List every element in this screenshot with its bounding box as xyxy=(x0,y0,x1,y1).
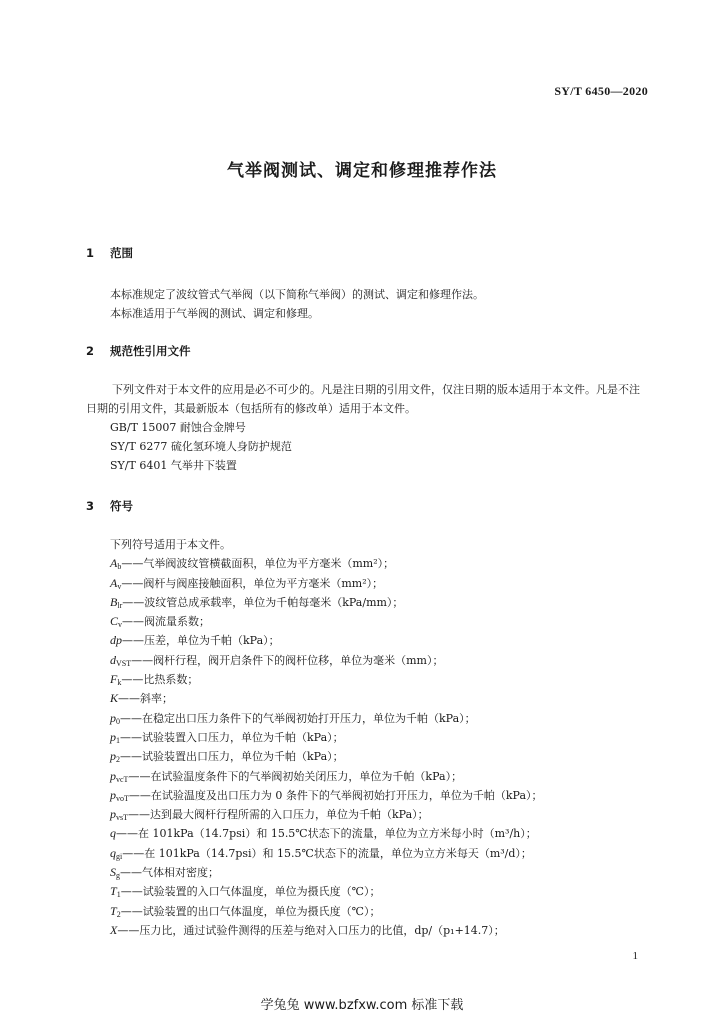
symbol-description: ——斜率； xyxy=(118,692,174,706)
symbol: q xyxy=(110,826,116,841)
symbol-subscript: vsT xyxy=(116,813,128,823)
symbol-subscript: 0 xyxy=(116,716,120,726)
symbol: q xyxy=(110,845,116,860)
symbol-description: ——在稳定出口压力条件下的气举阀初始打开压力，单位为千帕（kPa）； xyxy=(120,711,476,725)
symbol-description: ——在试验温度条件下的气举阀初始关闭压力，单位为千帕（kPa）； xyxy=(128,769,463,783)
symbol: B xyxy=(110,594,118,609)
symbol: p xyxy=(110,768,116,783)
symbol-row xyxy=(110,670,543,689)
symbol-row xyxy=(110,805,543,824)
symbol: S xyxy=(110,865,116,880)
download-footer: 学兔兔 www.bzfxw.com 标准下载 xyxy=(260,998,464,1013)
symbol-description: ——在 101kPa（14.7psi）和 15.5℃状态下的流量，单位为立方米每小时（m³/h）； xyxy=(116,827,537,841)
symbol-subscript: b xyxy=(117,562,122,572)
symbol-description: ——压差，单位为千帕（kPa）； xyxy=(122,634,280,648)
section-heading-scope xyxy=(86,245,133,261)
symbol-row xyxy=(110,902,543,921)
symbol-description: ——试验装置的入口气体温度，单位为摄氏度（℃）； xyxy=(120,885,381,899)
symbol: A xyxy=(110,575,118,590)
reference-item: GB/T 15007 耐蚀合金牌号 xyxy=(110,421,246,434)
symbol-row xyxy=(110,709,543,728)
symbol-subscript: 2 xyxy=(116,909,121,919)
symbol-list xyxy=(110,535,543,940)
symbol-subscript: VST xyxy=(116,658,132,668)
symbol-row xyxy=(110,651,543,670)
symbol: dp xyxy=(110,633,122,648)
symbol-subscript: v xyxy=(117,581,122,591)
symbol-description: ——试验装置入口压力，单位为千帕（kPa）； xyxy=(120,730,344,744)
symbol-description: ——压力比，通过试验件测得的压差与绝对入口压力的比值，dp/（p₁+14.7）； xyxy=(117,923,505,937)
symbol-subscript: 2 xyxy=(116,755,120,765)
section-number: 1 xyxy=(86,246,95,260)
symbol-subscript: 1 xyxy=(116,735,120,745)
references-paragraph: 下列文件对于本文件的应用是必不可少的。凡是注日期的引用文件，仅注日期的版本适用于本文件。凡是不注日期的引用文件，其最新版本（包括所有的修改单）适用于本文件。 xyxy=(86,383,640,415)
symbol-description: ——在试验温度及出口压力为 0 条件下的气举阀初始打开压力，单位为千帕（kPa）； xyxy=(128,788,543,802)
scope-paragraph-2: 本标准适用于气举阀的测试、调定和修理。 xyxy=(110,307,319,320)
symbol: F xyxy=(110,672,118,687)
symbol-row xyxy=(110,554,543,573)
symbol: d xyxy=(110,652,116,667)
symbol-row xyxy=(110,612,543,631)
symbols-intro: 下列符号适用于本文件。 xyxy=(110,538,231,551)
symbol-description: ——达到最大阀杆行程所需的入口压力，单位为千帕（kPa）； xyxy=(128,808,429,822)
symbol: p xyxy=(110,729,116,744)
symbol-subscript: k xyxy=(117,678,122,688)
symbol-subscript: vcT xyxy=(116,774,129,784)
symbol-subscript: v xyxy=(118,620,123,630)
symbol: X xyxy=(110,922,118,937)
section-title: 规范性引用文件 xyxy=(110,344,191,358)
symbol: p xyxy=(110,807,116,822)
symbol: A xyxy=(110,556,118,571)
symbol-row xyxy=(110,786,543,805)
symbol-subscript: 1 xyxy=(116,890,121,900)
symbol: C xyxy=(110,614,119,629)
section-heading-references xyxy=(86,343,191,359)
symbol-description: ——气举阀波纹管横截面积，单位为平方毫米（mm²）； xyxy=(121,557,395,571)
section-heading-symbols xyxy=(86,498,133,514)
symbol-description: ——在 101kPa（14.7psi）和 15.5℃状态下的流量，单位为立方米每天（m³/d）； xyxy=(122,846,532,860)
symbol-description: ——阀杆与阀座接触面积，单位为平方毫米（mm²）； xyxy=(121,576,384,590)
symbol-row xyxy=(110,689,543,708)
section-title: 范围 xyxy=(110,246,134,260)
symbol-row xyxy=(110,824,543,843)
symbol-row xyxy=(110,593,543,612)
symbol-description: ——试验装置的出口气体温度，单位为摄氏度（℃）； xyxy=(120,904,381,918)
symbol-description: ——波纹管总成承载率，单位为千帕每毫米（kPa/mm）； xyxy=(122,595,404,609)
section-number: 3 xyxy=(86,499,95,513)
symbol: T xyxy=(110,884,117,899)
symbol-row xyxy=(110,844,543,863)
section-number: 2 xyxy=(86,344,95,358)
symbol: T xyxy=(110,903,117,918)
symbol-subscript: g xyxy=(116,871,120,881)
symbol-row xyxy=(110,863,543,882)
symbol-description: ——气体相对密度； xyxy=(120,866,219,880)
symbol-subscript: lr xyxy=(117,600,123,610)
symbol-row xyxy=(110,921,543,940)
section-title: 符号 xyxy=(110,499,134,513)
symbol-description: ——阀杆行程，阀开启条件下的阀杆位移，单位为毫米（mm）； xyxy=(131,653,444,667)
page-number: 1 xyxy=(632,950,638,962)
document-title: 气举阀测试、调定和修理推荐作法 xyxy=(227,161,497,181)
symbol-row xyxy=(110,728,543,747)
symbol-description: ——阀流量系数； xyxy=(122,615,211,629)
standard-code: SY/T 6450—2020 xyxy=(554,84,648,98)
symbol-subscript: voT xyxy=(116,793,129,803)
symbol: p xyxy=(110,710,116,725)
symbol-description: ——试验装置出口压力，单位为千帕（kPa）； xyxy=(120,750,344,764)
scope-paragraph-1: 本标准规定了波纹管式气举阀（以下简称气举阀）的测试、调定和修理作法。 xyxy=(110,288,484,301)
reference-item: SY/T 6401 气举井下装置 xyxy=(110,459,237,472)
symbol-row xyxy=(110,747,543,766)
symbol-description: ——比热系数； xyxy=(121,673,199,687)
symbol-row xyxy=(110,574,543,593)
symbol-subscript: gi xyxy=(116,851,123,861)
symbol-row xyxy=(110,631,543,650)
symbol: p xyxy=(110,749,116,764)
reference-item: SY/T 6277 硫化氢环境人身防护规范 xyxy=(110,440,292,453)
symbol: K xyxy=(110,691,119,706)
symbol: p xyxy=(110,787,116,802)
symbol-row xyxy=(110,882,543,901)
symbol-row xyxy=(110,767,543,786)
